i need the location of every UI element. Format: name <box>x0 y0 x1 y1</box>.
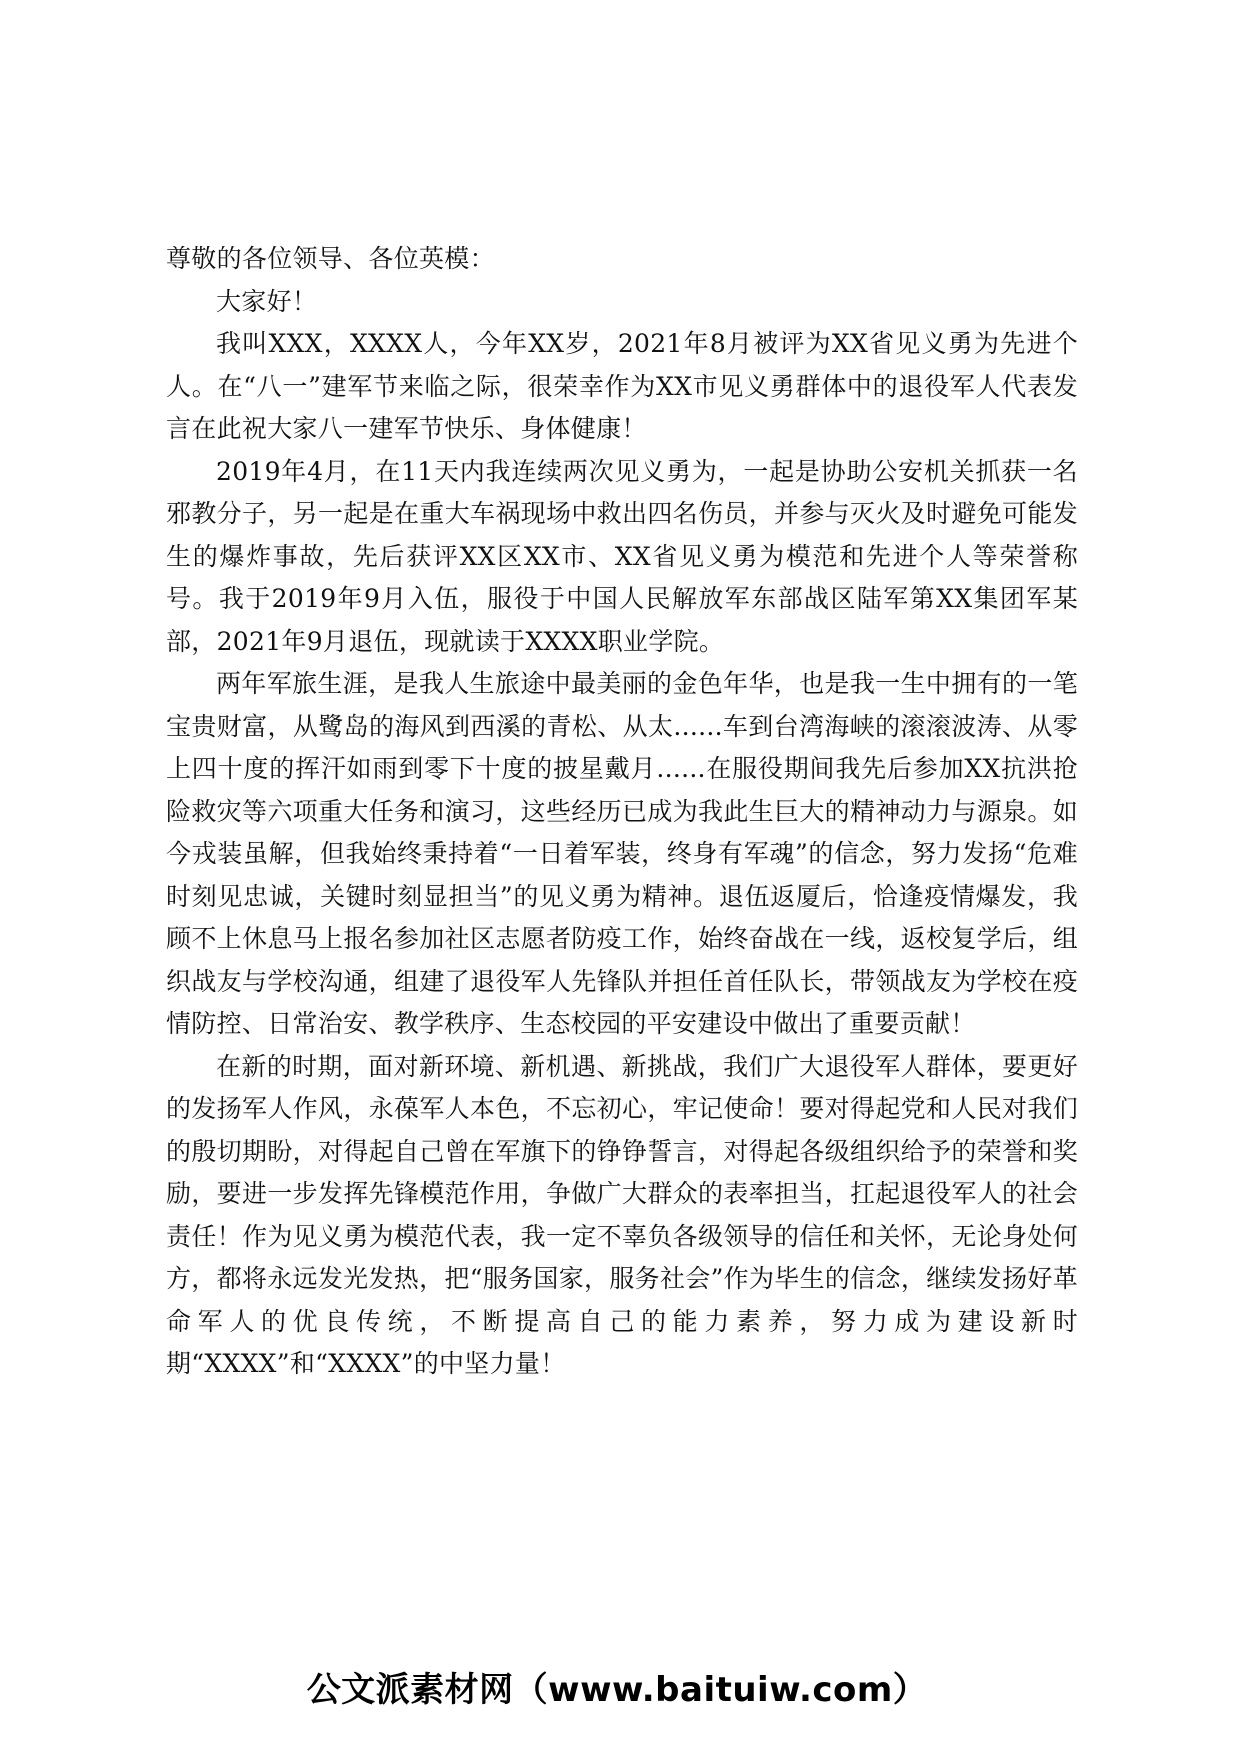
paragraph-heroic-deeds: 2019年4月，在11天内我连续两次见义勇为，一起是协助公安机关抓获一名邪教分子，另一起是在重大车祸现场中救出四名伤员，并参与灭火及时避免可能发生的爆炸事故，先后获评XX区XX市、XX省见义勇为模范和先进个人等荣誉称号。我于2019年9月入伍，服役于中国人民解放军东部战区陆军第XX集团军某部，2021年9月退伍，现就读于XXXX职业学院。 <box>166 456 1078 656</box>
speech-body <box>166 238 1078 1386</box>
paragraph-military-career: 两年军旅生涯，是我人生旅途中最美丽的金色年华，也是我一生中拥有的一笔宝贵财富，从鹭岛的海风到西溪的青松、从太......车到台湾海峡的滚滚波涛、从零上四十度的挥汗如雨到零下十度的披星戴月......在服役期间我先后参加XX抗洪抢险救灾等六项重大任务和演习，这些经历已成为我此生巨大的精神动力与源泉。如今戎装虽解，但我始终秉持着“一日着军装，终身有军魂”的信念，努力发扬“危难时刻见忠诚，关键时刻显担当”的见义勇为精神。退伍返厦后，恰逢疫情爆发，我顾不上休息马上报名参加社区志愿者防疫工作，始终奋战在一线，返校复学后，组织战友与学校沟通，组建了退役军人先锋队并担任首任队长，带领战友为学校在疫情防控、日常治安、教学秩序、生态校园的平安建设中做出了重要贡献！ <box>166 669 1078 1038</box>
paragraph-new-era-pledge: 在新的时期，面对新环境、新机遇、新挑战，我们广大退役军人群体，要更好的发扬军人作风，永葆军人本色，不忘初心，牢记使命！要对得起党和人民对我们的殷切期盼，对得起自己曾在军旗下的铮铮誓言，对得起各级组织给予的荣誉和奖励，要进一步发挥先锋模范作用，争做广大群众的表率担当，扛起退役军人的社会责任！作为见义勇为模范代表，我一定不辜负各级领导的信任和关怀，无论身处何方，都将永远发光发热，把“服务国家，服务社会”作为毕生的信念，继续发扬好革命军人的优良传统，不断提高自己的能力素养，努力成为建设新时期“XXXX”和“XXXX”的中坚力量！ <box>166 1051 1078 1378</box>
paragraph-introduction: 我叫XXX，XXXX人，今年XX岁，2021年8月被评为XX省见义勇为先进个人。在“八一”建军节来临之际，很荣幸作为XX市见义勇群体中的退役军人代表发言在此祝大家八一建军节快乐、身体健康！ <box>166 329 1078 443</box>
footer-watermark: 公文派素材网（www.baituiw.com） <box>306 1670 928 1710</box>
salutation: 尊敬的各位领导、各位英模： <box>166 244 495 273</box>
paragraph-greeting: 大家好！ <box>216 286 318 316</box>
